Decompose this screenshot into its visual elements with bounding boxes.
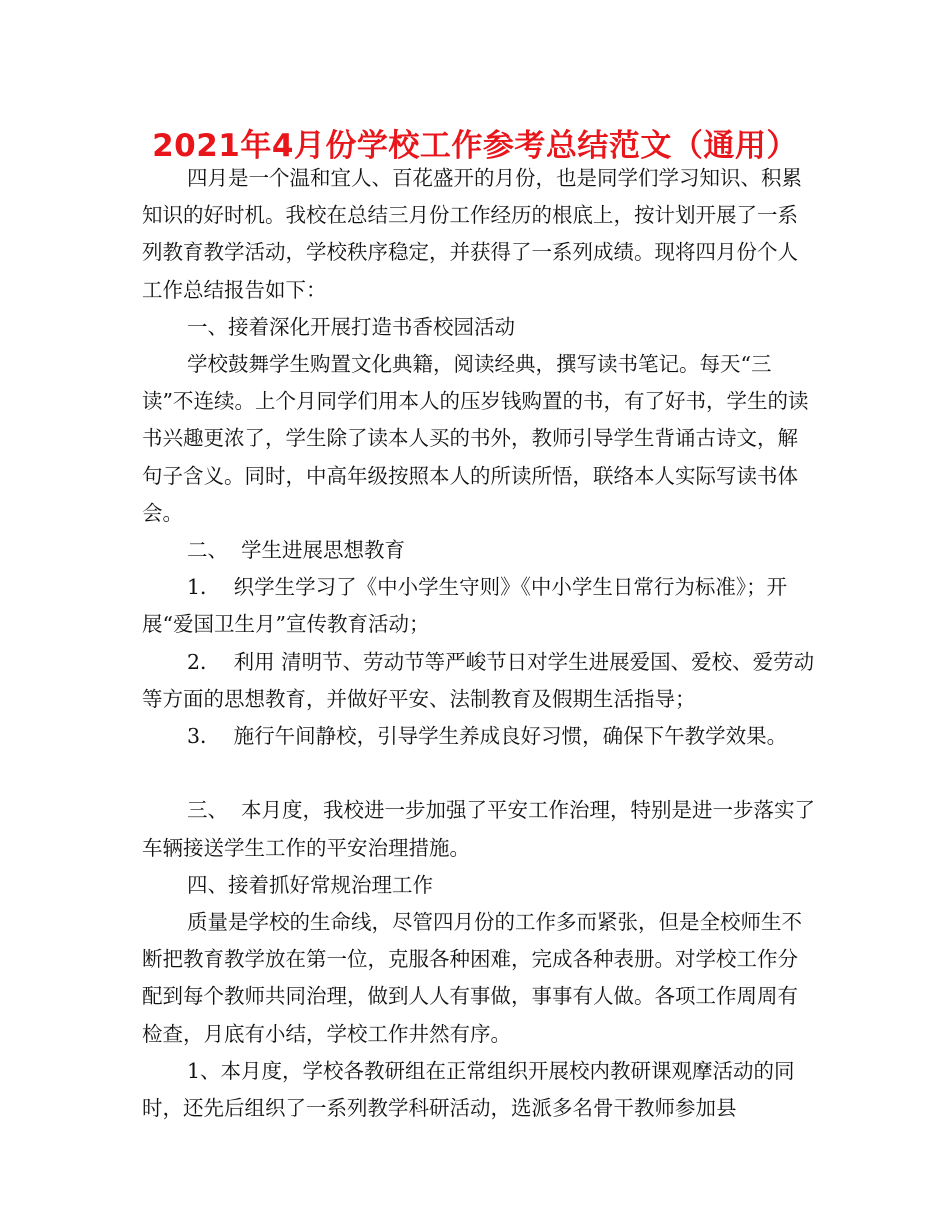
paragraph-quality: 质量是学校的生命线，尽管四月份的工作多而紧张，但是全校师生不断把教育教学放在第一位，克服各种困难，完成各种表册。对学校工作分配到每个教师共同治理，做到人人有事做，事事有人做。各项工作周周有检查，月底有小结，学校工作井然有序。 <box>142 910 802 1046</box>
section-heading-3: 三、 本月度，我校进一步加强了平安工作治理，特别是进一步落实了车辆接送学生工作的平安治理措施。 <box>142 798 816 860</box>
section-heading-2: 二、 学生进展思想教育 <box>187 538 406 563</box>
paragraph-research: 1、本月度，学校各教研组在正常组织开展校内教研课观摩活动的同时，还先后组织了一系列教学科研活动，选派多名骨干教师参加县 <box>142 1058 795 1121</box>
paragraph-intro: 四月是一个温和宜人、百花盛开的月份，也是同学们学习知识、积累知识的好时机。我校在总结三月份工作经历的根底上，按计划开展了一系列教育教学活动，学校秩序稳定，并获得了一系列成绩。现将四月份个人工作总结报告如下： <box>142 166 802 302</box>
paragraph-reading: 学校鼓舞学生购置文化典籍，阅读经典，撰写读书笔记。每天“三读”不连续。上个月同学们用本人的压岁钱购置的书，有了好书，学生的读书兴趣更浓了，学生除了读本人买的书外，教师引导学生背诵古诗文，解句子含义。同时，中高年级按照本人的所读所悟，联络本人实际写读书体会。 <box>142 352 809 525</box>
section-heading-1: 一、接着深化开展打造书香校园活动 <box>187 314 515 339</box>
list-item-3: 3． 施行午间静校，引导学生养成良好习惯，确保下午教学效果。 <box>187 724 788 749</box>
list-item-2: 2． 利用 清明节、劳动节等严峻节日对学生进展爱国、爱校、爱劳动等方面的思想教育，并做好平安、法制教育及假期生活指导； <box>142 649 815 711</box>
blank-line <box>142 755 818 792</box>
section-heading-4: 四、接着抓好常规治理工作 <box>187 872 433 897</box>
document-title: 2021年4月份学校工作参考总结范文（通用） <box>152 128 798 164</box>
list-item-1: 1． 织学生学习了《中小学生守则》《中小学生日常行为标准》；开展“爱国卫生月”宣传教育活动； <box>142 575 788 637</box>
document-body <box>142 160 818 1127</box>
